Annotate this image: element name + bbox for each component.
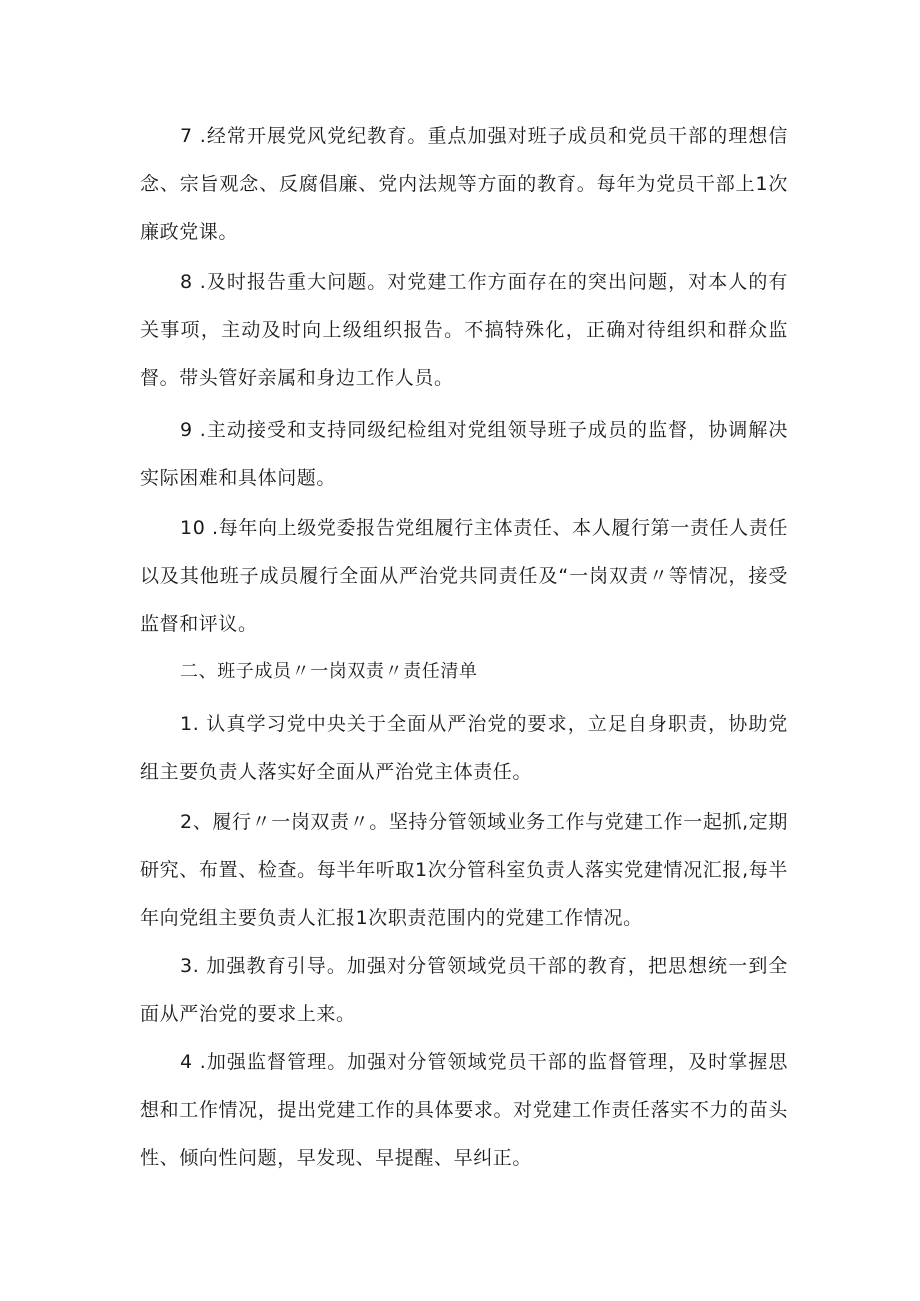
section-heading: 二、班子成员〃一岗双责〃责任清单 xyxy=(180,661,478,682)
list-item-1: 1. 认真学习党中央关于全面从严治党的要求，立足自身职责，协助党组主要负责人落实好全面从严治党主体责任。 xyxy=(140,713,788,783)
paragraph-7: 7 .经常开展党风党纪教育。重点加强对班子成员和党员干部的理想信念、宗旨观念、反腐倡廉、党内法规等方面的教育。每年为党员干部上1次廉政党课。 xyxy=(140,125,788,243)
list-item-3: 3. 加强教育引导。加强对分管领域党员干部的教育，把思想统一到全面从严治党的要求上来。 xyxy=(140,955,788,1025)
list-item-4: 4 .加强监督管理。加强对分管领域党员干部的监督管理，及时掌握思想和工作情况，提出党建工作的具体要求。对党建工作责任落实不力的苗头性、倾向性问题，早发现、早提醒、早纠正。 xyxy=(140,1051,788,1169)
list-item-2: 2、履行〃一岗双责〃。坚持分管领域业务工作与党建工作一起抓,定期研究、布置、检查。每半年听取1次分管科室负责人落实党建情况汇报,每半年向党组主要负责人汇报1次职责范围内的党建工作情况。 xyxy=(140,811,788,929)
paragraph-8: 8 .及时报告重大问题。对党建工作方面存在的突出问题，对本人的有关事项，主动及时向上级组织报告。不搞特殊化，正确对待组织和群众监督。带头管好亲属和身边工作人员。 xyxy=(140,271,788,389)
paragraph-10: 10 .每年向上级党委报告党组履行主体责任、本人履行第一责任人责任以及其他班子成员履行全面从严治党共同责任及“一岗双责〃等情况，接受监督和评议。 xyxy=(140,517,788,635)
paragraph-9: 9 .主动接受和支持同级纪检组对党组领导班子成员的监督，协调解决实际困难和具体问题。 xyxy=(140,419,788,489)
